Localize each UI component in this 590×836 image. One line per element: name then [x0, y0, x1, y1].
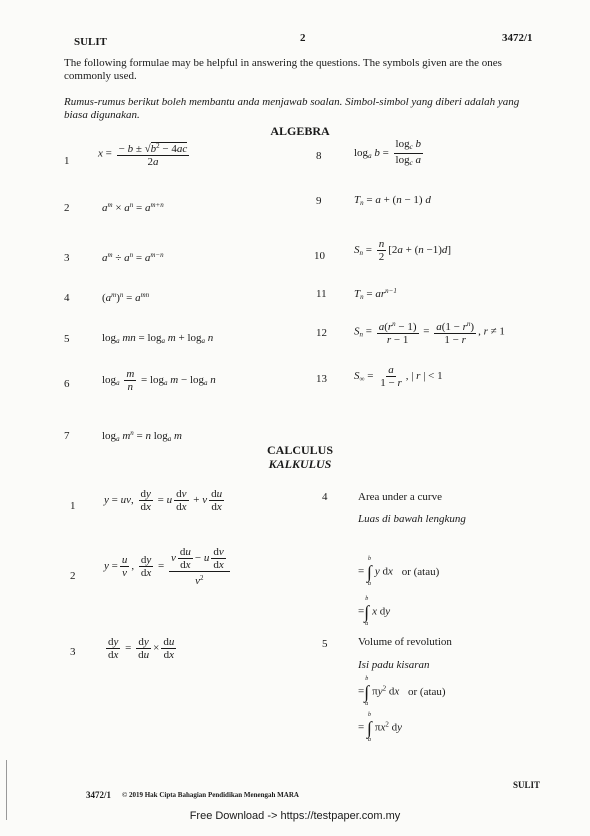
- algebra-number-4: 4: [64, 292, 70, 304]
- algebra-title: ALGEBRA: [270, 124, 330, 138]
- algebra-number-7: 7: [64, 430, 70, 442]
- algebra-number-9: 9: [316, 195, 322, 207]
- formula-volume-dx: = b ∫ a $\pi y^2$ dx or (atau): [358, 676, 446, 707]
- formula-ap-nth-term: $T_n = a + (n - 1)$ d: [354, 194, 431, 207]
- calculus-number-4: 4: [322, 491, 328, 503]
- volume-of-revolution-label: Volume of revolution: [358, 636, 452, 648]
- algebra-number-5: 5: [64, 333, 70, 345]
- volume-or-label: or (atau): [408, 685, 446, 698]
- algebra-number-6: 6: [64, 378, 70, 390]
- download-link[interactable]: Free Download -> https://testpaper.com.my: [189, 810, 401, 822]
- formula-ap-sum: $S_n$ = $\frac{n}{2}$ [2a + (n −1)d]: [354, 238, 452, 263]
- formula-change-of-base: $\log_a b$ = $\frac{\log_c b}{\log_c a}$: [354, 138, 421, 167]
- formula-log-product: $\log_a$ mn = $\log_a m + \log_a n$: [102, 332, 214, 345]
- formula-area-dy: = b ∫ a x dy: [358, 596, 391, 627]
- area-under-curve-label-malay: Luas di bawah lengkung: [358, 513, 466, 525]
- area-under-curve-label: Area under a curve: [358, 491, 442, 503]
- algebra-number-8: 8: [316, 150, 322, 162]
- formula-chain-rule: $\frac{dy}{dx}$ = $\frac{dy}{du}$ × $\frac{du}{dx}$: [108, 636, 175, 661]
- calculus-title-malay: KALKULUS: [268, 457, 332, 471]
- calculus-title: CALCULUS: [266, 443, 333, 457]
- formula-index-divide: $a^m \div a^n = a^{m-n}$: [102, 251, 164, 264]
- formula-quotient-rule: y = $\frac{u}{v}$ , $\frac{dy}{dx}$ = v $\frac{du}{dx}$ − u $\frac{dv}{dx}$ $v^2$: [104, 546, 232, 587]
- header-sulit: SULIT: [74, 36, 108, 48]
- footer-code: 3472/1: [86, 790, 112, 800]
- calculus-number-5: 5: [322, 638, 328, 650]
- formula-index-power: $(a^m)^n = a^{mn}$: [102, 291, 150, 304]
- algebra-number-3: 3: [64, 252, 70, 264]
- calculus-number-1: 1: [70, 500, 76, 512]
- calculus-number-3: 3: [70, 646, 76, 658]
- formula-gp-sum-infinity: $S_\infty$ = $\frac{a}{1 - r}$ , | r | < 1: [354, 364, 443, 389]
- formula-area-dx: = b ∫ a y dx or (atau): [358, 556, 440, 587]
- algebra-number-1: 1: [64, 155, 70, 167]
- formula-gp-nth-term: $T_n = ar^{n-1}$: [354, 287, 397, 301]
- formula-log-power: $\log_a m^n = n$ $\log_a m$: [102, 429, 182, 443]
- formula-product-rule: y = uv, $\frac{dy}{dx}$ = u $\frac{dv}{dx}$ + v $\frac{du}{dx}$: [104, 488, 223, 513]
- page-number: 2: [300, 32, 306, 44]
- formula-log-quotient: $\log_a$ $\frac{m}{n}$ = $\log_a m - \log_a n$: [102, 368, 216, 393]
- algebra-number-2: 2: [64, 202, 70, 214]
- formula-index-multiply: $a^m \times a^n = a^{m+n}$: [102, 201, 164, 214]
- algebra-number-13: 13: [316, 373, 327, 385]
- intro-english: The following formulae may be helpful in answering the questions. The symbols given are the ones commonly used.: [64, 57, 502, 82]
- paper-code: 3472/1: [502, 32, 533, 44]
- formula-quadratic: x = $\frac{- b \pm √b^2 - 4ac}{2a}$: [98, 142, 188, 168]
- algebra-number-10: 10: [314, 250, 325, 262]
- volume-of-revolution-label-malay: Isi padu kisaran: [358, 659, 430, 671]
- formula-volume-dy: = b ∫ a $\pi x^2$ dy: [358, 712, 402, 743]
- area-or-label: or (atau): [401, 565, 440, 578]
- algebra-number-11: 11: [316, 288, 327, 300]
- formula-gp-sum: $S_n$ = $\frac{a(r^n - 1)}{r - 1}$ = $\frac{a(1 - r^n)}{1 - r}$ , r ≠ 1: [354, 320, 505, 346]
- calculus-number-2: 2: [70, 570, 76, 582]
- intro-malay: Rumus-rumus berikut boleh membantu anda menjawab soalan. Simbol-simbol yang diberi adalah yang biasa digunakan.: [64, 96, 520, 121]
- footer-copyright: © 2019 Hak Cipta Bahagian Pendidikan Menengah MARA: [122, 791, 299, 799]
- footer-sulit: SULIT: [513, 780, 541, 790]
- algebra-number-12: 12: [316, 327, 327, 339]
